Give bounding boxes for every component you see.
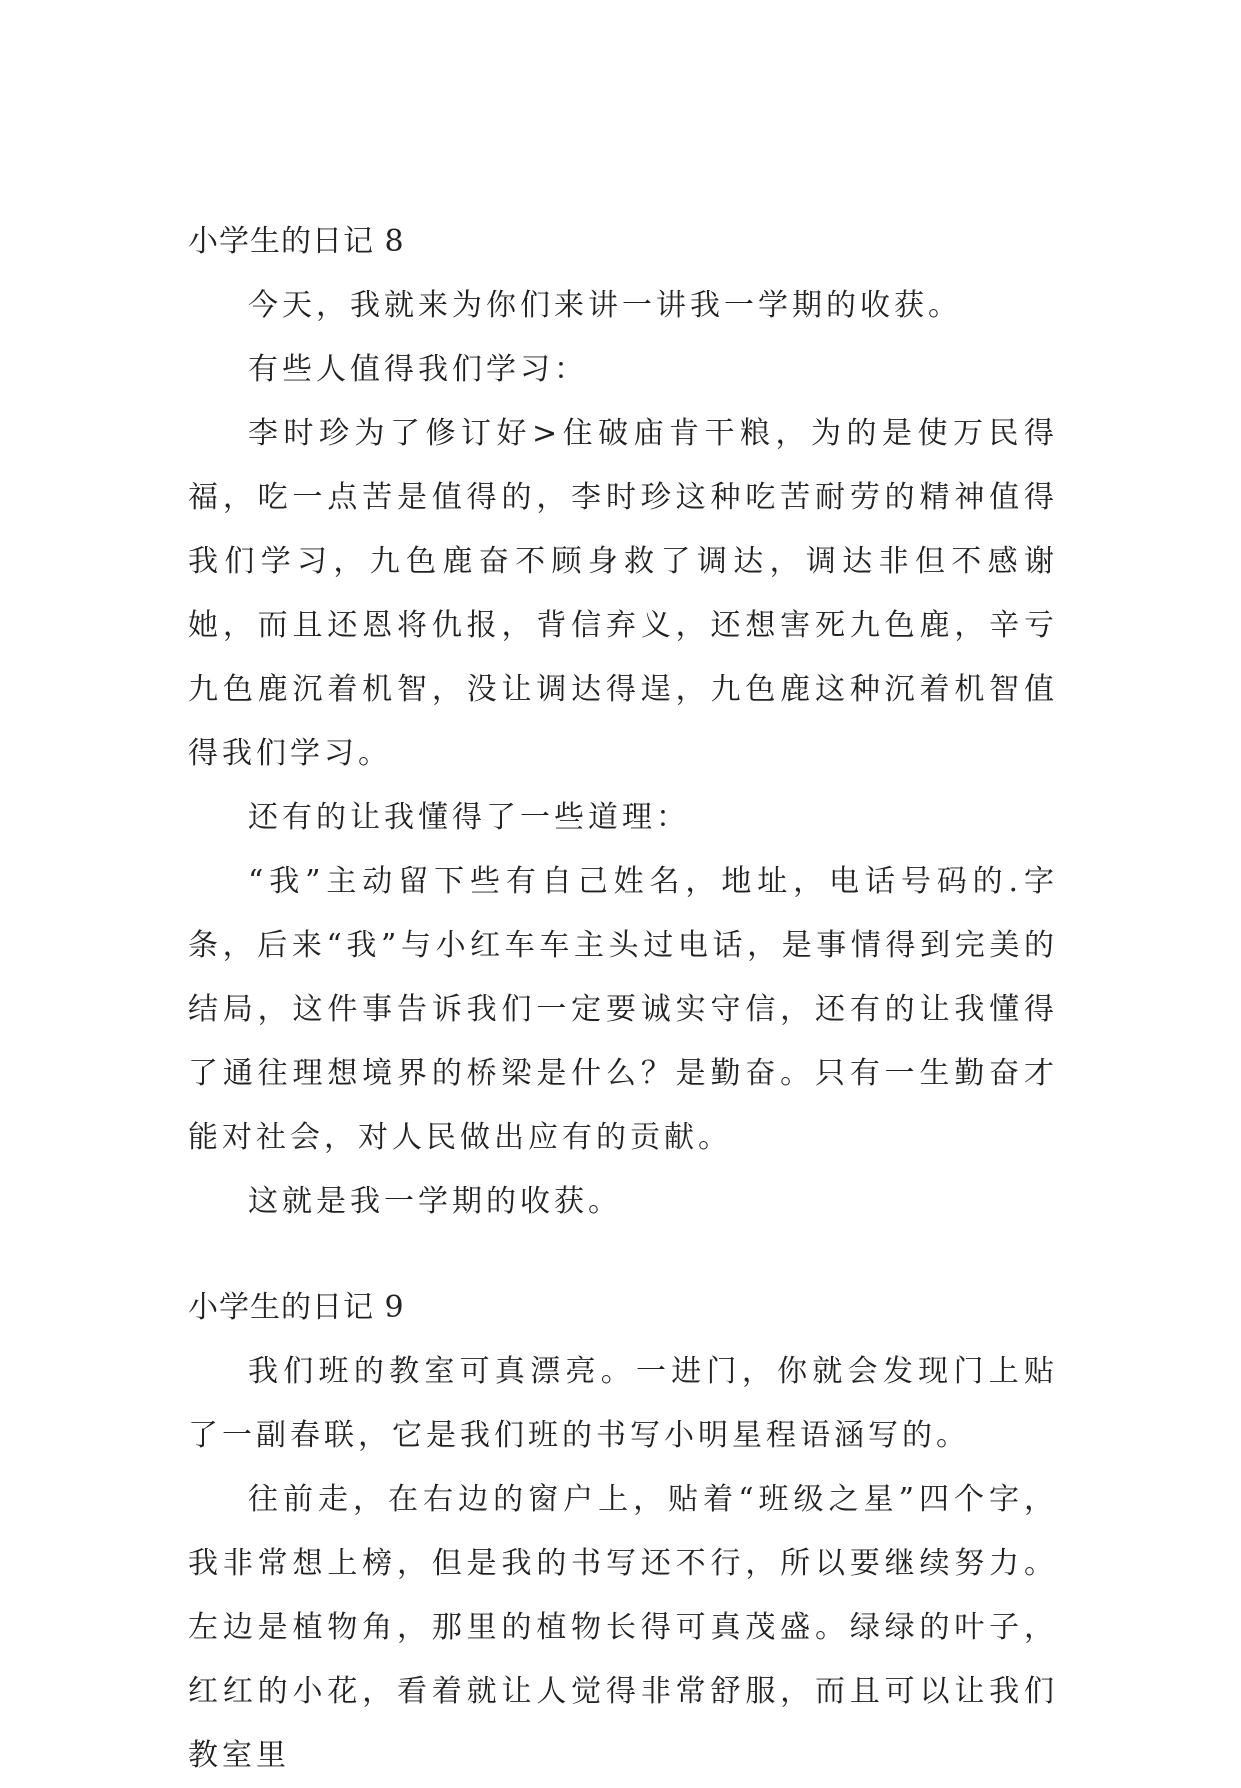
paragraph: “我”主动留下些有自己姓名，地址，电话号码的.字条，后来“我”与小红车车主头过电话，是事情得到完美的结局，这件事告诉我们一定要诚实守信，还有的让我懂得了通往理想境界的桥梁是什么？是勤奋。只有一生勤奋才能对社会，对人民做出应有的贡献。 [188, 864, 1058, 1155]
paragraph: 还有的让我懂得了一些道理： [248, 800, 690, 835]
paragraph: 李时珍为了修订好>住破庙肯干粮，为的是使万民得福，吃一点苦是值得的，李时珍这种吃苦耐劳的精神值得我们学习，九色鹿奋不顾身救了调达，调达非但不感谢她，而且还恩将仇报，背信弃义，还想害死九色鹿，辛亏九色鹿沉着机智，没让调达得逞，九色鹿这种沉着机智值得我们学习。 [188, 416, 1058, 771]
diary-9-title: 小学生的日记 9 [188, 1290, 405, 1325]
diary-8-title: 小学生的日记 8 [188, 224, 405, 259]
paragraph: 这就是我一学期的收获。 [248, 1184, 622, 1219]
diary-entry-8 [188, 222, 1058, 1234]
paragraph: 我们班的教室可真漂亮。一进门，你就会发现门上贴了一副春联，它是我们班的书写小明星程语涵写的。 [188, 1354, 1058, 1453]
paragraph: 有些人值得我们学习： [248, 352, 588, 387]
paragraph: 今天，我就来为你们来讲一讲我一学期的收获。 [248, 288, 962, 323]
diary-entry-9 [188, 1288, 1058, 1788]
paragraph: 往前走，在右边的窗户上，贴着“班级之星”四个字，我非常想上榜，但是我的书写还不行，所以要继续努力。左边是植物角，那里的植物长得可真茂盛。绿绿的叶子，红红的小花，看着就让人觉得非常舒服，而且可以让我们教室里 [188, 1482, 1058, 1773]
document-body [188, 222, 1058, 1788]
